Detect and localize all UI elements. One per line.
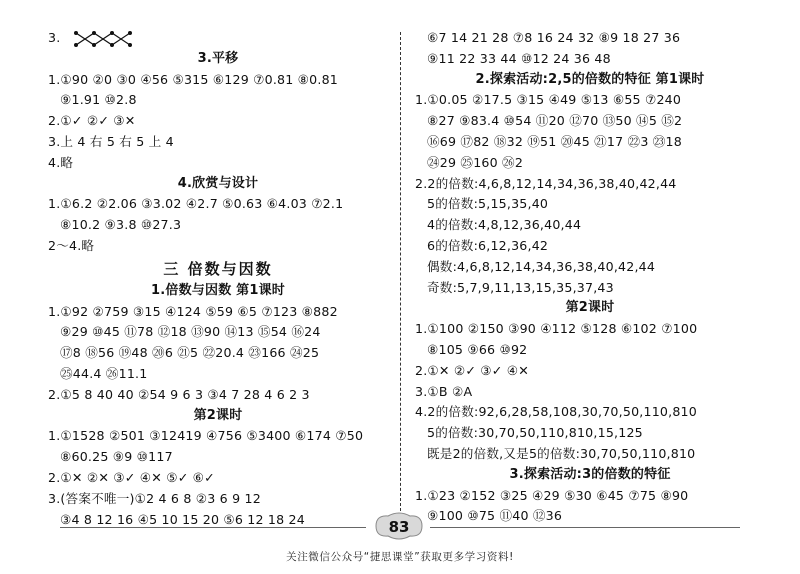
answer-text: 1.①92 ②759 ③15 ④124 ⑤59 ⑥5 ⑦123 ⑧882 — [48, 303, 338, 319]
answer-text: ⑨11 22 33 44 ⑩12 24 36 48 — [427, 50, 611, 66]
answer-text: ⑧10.2 ⑨3.8 ⑩27.3 — [60, 217, 182, 233]
right-column — [415, 28, 765, 527]
section-heading — [48, 49, 388, 70]
answer-line — [48, 90, 388, 111]
section-heading — [48, 257, 388, 281]
answer-line — [415, 486, 765, 507]
answer-line — [48, 70, 388, 91]
answer-line — [415, 90, 765, 111]
answer-text: ⑧27 ⑨83.4 ⑩54 ⑪20 ⑫70 ⑬50 ⑭5 ⑮2 — [427, 113, 683, 129]
answer-line — [48, 364, 388, 385]
answer-text: 4的倍数:4,8,12,36,40,44 — [427, 217, 582, 233]
answer-text: 6的倍数:6,12,36,42 — [427, 237, 549, 253]
answer-line — [48, 111, 388, 132]
answer-text: ㉔29 ㉕160 ㉖2 — [427, 154, 524, 170]
answer-line — [415, 444, 765, 465]
answer-line — [415, 382, 765, 403]
answer-text: ⑧60.25 ⑨9 ⑩117 — [60, 449, 173, 465]
answer-line — [415, 278, 765, 299]
answer-text: 2.①✕ ②✕ ③✓ ④✕ ⑤✓ ⑥✓ — [48, 469, 215, 485]
answer-text: ㉕44.4 ㉖11.1 — [60, 365, 148, 381]
section-heading — [48, 406, 388, 427]
answer-line — [415, 340, 765, 361]
answer-line — [48, 343, 388, 364]
column-divider — [400, 32, 401, 526]
footer-note: 关注微信公众号“捷思课堂”获取更多学习资料! — [286, 551, 514, 563]
answer-text: 5的倍数:5,15,35,40 — [427, 196, 549, 212]
answer-line — [415, 28, 765, 49]
answer-text: ⑨1.91 ⑩2.8 — [60, 92, 137, 108]
section-heading — [415, 70, 765, 91]
answer-line — [415, 153, 765, 174]
answer-line — [48, 132, 388, 153]
answer-text: 4.2的倍数:92,6,28,58,108,30,70,50,110,810 — [415, 404, 697, 420]
answer-text: 3.(答案不唯一)①2 4 6 8 ②3 6 9 12 — [48, 490, 261, 506]
answer-text: 偶数:4,6,8,12,14,34,36,38,40,42,44 — [427, 258, 656, 274]
answer-text: 3. — [48, 30, 61, 45]
answer-text: ⑰8 ⑱56 ⑲48 ⑳6 ㉑5 ㉒20.4 ㉓166 ㉔25 — [60, 345, 320, 361]
answer-line — [48, 194, 388, 215]
answer-line — [415, 402, 765, 423]
answer-line — [48, 236, 388, 257]
answer-text: 1.①1528 ②501 ③12419 ④756 ⑤3400 ⑥174 ⑦50 — [48, 428, 364, 444]
answer-line — [48, 385, 388, 406]
answer-text: 2～4.略 — [48, 237, 95, 253]
answer-line — [415, 215, 765, 236]
answer-line — [48, 322, 388, 343]
footer-rule-right — [430, 527, 740, 528]
section-heading — [48, 174, 388, 195]
matching-lines-diagram — [70, 30, 142, 48]
answer-text: 三 倍数与因数 — [163, 259, 273, 278]
answer-line — [48, 468, 388, 489]
answer-line — [415, 236, 765, 257]
answer-line — [48, 28, 388, 49]
answer-text: 3.①B ②A — [415, 383, 473, 399]
answer-text: 3.上 4 右 5 右 5 上 4 — [48, 133, 174, 149]
answer-text: 1.①90 ②0 ③0 ④56 ⑤315 ⑥129 ⑦0.81 ⑧0.81 — [48, 71, 338, 87]
section-heading — [48, 281, 388, 302]
answer-text: 第2课时 — [193, 407, 243, 423]
answer-line — [48, 153, 388, 174]
answer-text: 2.①✕ ②✓ ③✓ ④✕ — [415, 362, 529, 378]
answer-text: 第2课时 — [565, 300, 615, 316]
answer-text: 2.2的倍数:4,6,8,12,14,34,36,38,40,42,44 — [415, 175, 677, 191]
answer-text: 1.①6.2 ②2.06 ③3.02 ④2.7 ⑤0.63 ⑥4.03 ⑦2.1 — [48, 196, 344, 212]
answer-text: 4.欣赏与设计 — [177, 175, 259, 191]
footer-rule-left — [60, 527, 366, 528]
answer-line — [48, 447, 388, 468]
answer-text: ⑯69 ⑰82 ⑱32 ⑲51 ⑳45 ㉑17 ㉒3 ㉓18 — [427, 133, 682, 149]
answer-text: 1.①23 ②152 ③25 ④29 ⑤30 ⑥45 ⑦75 ⑧90 — [415, 487, 689, 503]
answer-line — [415, 132, 765, 153]
answer-line — [415, 319, 765, 340]
page-number: 83 — [388, 518, 410, 536]
answer-line — [415, 49, 765, 70]
answer-text: 1.倍数与因数 第1课时 — [151, 282, 285, 298]
answer-line — [415, 194, 765, 215]
answer-text: ⑧105 ⑨66 ⑩92 — [427, 341, 528, 357]
answer-text: 2.探索活动:2,5的倍数的特征 第1课时 — [475, 71, 705, 87]
answer-text: ⑨100 ⑩75 ⑪40 ⑫36 — [427, 508, 563, 524]
answer-line — [415, 423, 765, 444]
answer-text: 5的倍数:30,70,50,110,810,15,125 — [427, 425, 643, 441]
answer-text: 1.①100 ②150 ③90 ④112 ⑤128 ⑥102 ⑦100 — [415, 321, 698, 337]
answer-line — [415, 174, 765, 195]
answer-text: 1.①0.05 ②17.5 ③15 ④49 ⑤13 ⑥55 ⑦240 — [415, 92, 682, 108]
answer-line — [48, 426, 388, 447]
answer-text: ⑨29 ⑩45 ⑪78 ⑫18 ⑬90 ⑭13 ⑮54 ⑯24 — [60, 324, 321, 340]
left-column — [48, 28, 388, 530]
answer-text: 既是2的倍数,又是5的倍数:30,70,50,110,810 — [427, 445, 696, 461]
answer-line — [48, 302, 388, 323]
answer-text: ③4 8 12 16 ④5 10 15 20 ⑤6 12 18 24 — [60, 511, 305, 527]
section-heading — [415, 465, 765, 486]
answer-text: 2.①✓ ②✓ ③✕ — [48, 113, 136, 129]
answer-line — [415, 506, 765, 527]
answer-text: 3.探索活动:3的倍数的特征 — [509, 466, 671, 482]
answer-text: 2.①5 8 40 40 ②54 9 6 3 ③4 7 28 4 6 2 3 — [48, 386, 310, 402]
section-heading — [415, 298, 765, 319]
answer-line — [415, 361, 765, 382]
answer-text: 奇数:5,7,9,11,13,15,35,37,43 — [427, 279, 614, 295]
answer-line — [48, 489, 388, 510]
answer-line — [415, 111, 765, 132]
answer-text: 3.平移 — [197, 50, 239, 66]
answer-line — [48, 215, 388, 236]
answer-text: 4.略 — [48, 154, 74, 170]
answer-line — [415, 257, 765, 278]
answer-text: ⑥7 14 21 28 ⑦8 16 24 32 ⑧9 18 27 36 — [427, 30, 681, 45]
